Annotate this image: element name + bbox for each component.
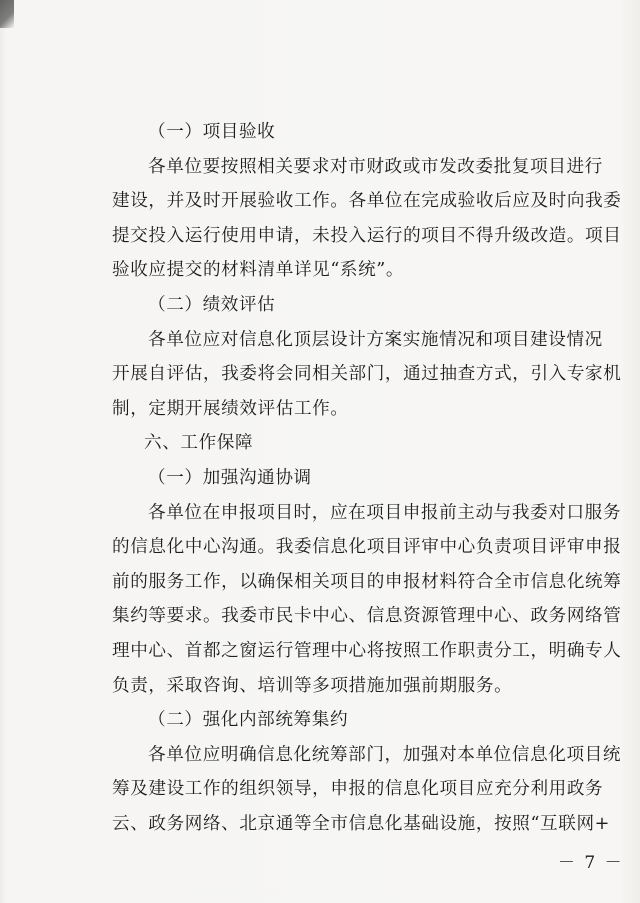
paragraph-line: 筹及建设工作的组织领导，申报的信息化项目应充分利用政务 (112, 779, 604, 800)
paragraph-line: 各单位应对信息化顶层设计方案实施情况和项目建设情况 (148, 329, 603, 350)
chapter-heading-work-guarantee: 六、工作保障 (144, 433, 254, 454)
paragraph-line: 云、政务网络、北京通等全市信息化基础设施，按照“互联网+ (112, 813, 610, 834)
paragraph-line: 提交投入运行使用申请，未投入运行的项目不得升级改造。项目 (112, 225, 622, 246)
paragraph-line: 前的服务工作，以确保相关项目的申报材料符合全市信息化统筹 (112, 571, 622, 592)
paragraph-line: 各单位应明确信息化统筹部门，加强对本单位信息化项目统 (148, 744, 622, 765)
paragraph-line: 开展自评估，我委将会同相关部门，通过抽查方式，引入专家机 (112, 364, 622, 385)
section-heading-communication: （一）加强沟通协调 (148, 467, 312, 488)
section-heading-internal-coordination: （二）强化内部统筹集约 (148, 710, 349, 731)
document-body (112, 115, 622, 841)
paragraph-line: 各单位要按照相关要求对市财政或市发改委批复项目进行 (148, 156, 603, 177)
paragraph-line: 建设，并及时开展验收工作。各单位在完成验收后应及时向我委 (112, 191, 622, 212)
paragraph-line: 的信息化中心沟通。我委信息化项目评审中心负责项目评审申报 (112, 537, 622, 558)
section-heading-performance-evaluation: （二）绩效评估 (148, 294, 276, 315)
paragraph-line: 负责，采取咨询、培训等多项措施加强前期服务。 (112, 675, 513, 696)
section-heading-project-acceptance: （一）项目验收 (148, 122, 276, 142)
scan-corner-mark (0, 0, 14, 28)
paragraph-line: 制，定期开展绩效评估工作。 (112, 398, 349, 419)
paragraph-line: 各单位在申报项目时，应在项目申报前主动与我委对口服务 (148, 502, 622, 523)
paragraph-line: 验收应提交的材料清单详见“系统”。 (112, 260, 405, 281)
paragraph-line: 集约等要求。我委市民卡中心、信息资源管理中心、政务网络管 (112, 606, 622, 627)
paragraph-line: 理中心、首都之窗运行管理中心将按照工作职责分工，明确专人 (112, 640, 622, 661)
page-number: － 7 － (558, 853, 624, 873)
